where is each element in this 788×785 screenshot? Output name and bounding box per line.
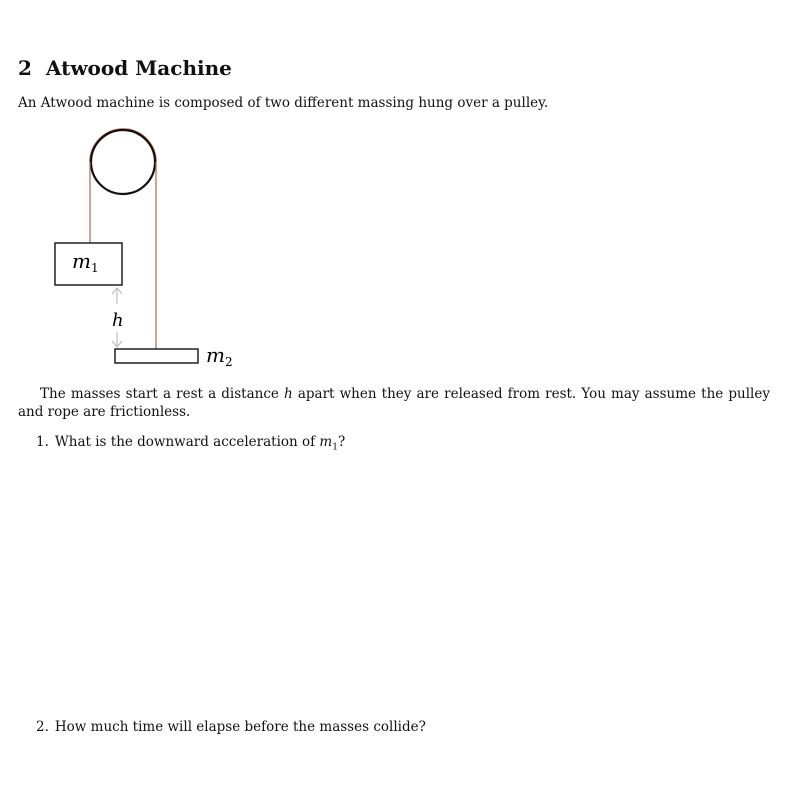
paragraph-before-h: The masses start a rest a distance (40, 386, 284, 402)
intro-text: An Atwood machine is composed of two different massing hung over a pulley. (18, 95, 549, 111)
mass-m2-label (206, 343, 233, 369)
question-2 (36, 719, 426, 735)
atwood-diagram (40, 118, 280, 378)
question-1 (36, 434, 345, 453)
question-1-sub: 1 (332, 442, 338, 453)
problem-paragraph (18, 385, 770, 421)
h-label: h (112, 310, 124, 331)
m1-symbol: m (72, 249, 91, 273)
question-1-text: What is the downward acceleration of (54, 434, 320, 450)
section-number: 2 (18, 56, 32, 80)
section-heading (18, 56, 232, 80)
pulley-wheel (91, 130, 155, 194)
paragraph-h: h (284, 386, 293, 402)
m2-symbol: m (206, 343, 225, 367)
atwood-figure (40, 118, 280, 378)
section-title: Atwood Machine (45, 56, 232, 80)
paragraph-after-h: apart when they are released from rest. You may assume the pulley and rope are frictionless. (18, 386, 770, 420)
m1-subscript: 1 (90, 261, 99, 275)
mass-m2-box (115, 349, 198, 363)
question-1-number: 1. (36, 434, 49, 450)
rope-over-pulley (90, 129, 156, 162)
question-2-number: 2. (36, 719, 49, 735)
question-2-text: How much time will elapse before the masses collide? (54, 719, 426, 735)
question-1-end: ? (337, 434, 346, 450)
m2-subscript: 2 (224, 355, 233, 369)
question-1-var: m (319, 434, 333, 450)
